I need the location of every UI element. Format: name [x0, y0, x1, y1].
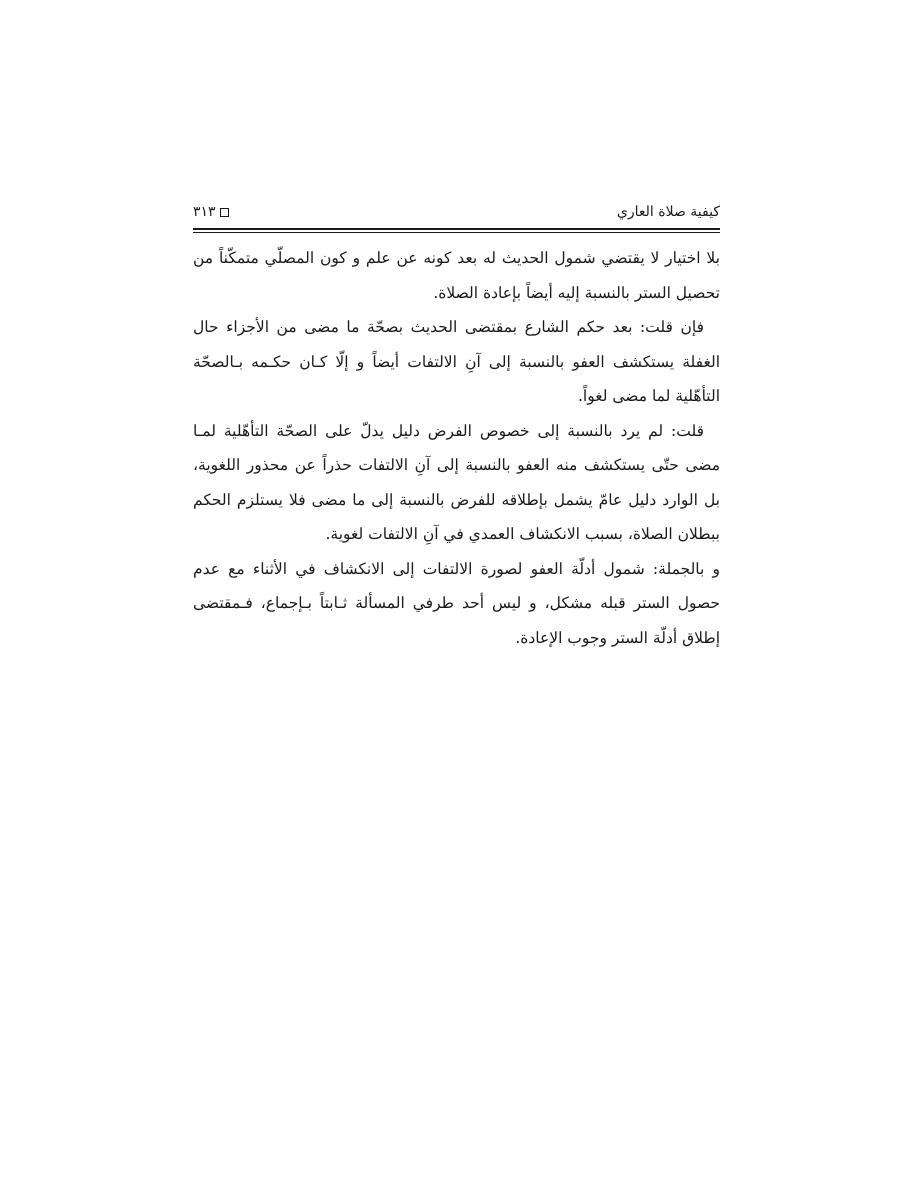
paragraph: قلت: لم يرد بالنسبة إلى خصوص الفرض دليل يدلّ على الصحّة التأهّلية لمـا مضى حتّى يستكشف منه العفو بالنسبة إلى آنِ الالتفات حذراً عن محذور اللغوية، بل الوارد دليل عامّ يشمل بإطلاقه للفرض بالنسبة إلى ما مضى فلا يستلزم الحكم ببطلان الصلاة، بسبب الانكشاف العمدي في آنِ الالتفات لغوية.	[193, 421, 720, 543]
paragraph: و بالجملة: شمول أدلّة العفو لصورة الالتفات إلى الانكشاف في الأثناء مع عدم حصول الستر قبله مشكل، و ليس أحد طرفي المسألة ثـابتاً بـإجماع، فـمقتضى إطلاق أدلّة الستر وجوب الإعادة.	[193, 559, 720, 647]
running-title: كيفية صلاة العاري	[616, 204, 720, 220]
book-page	[193, 196, 720, 655]
header-rule	[193, 228, 720, 233]
paragraph: بلا اختيار لا يقتضي شمول الحديث له بعد كونه عن علم و كون المصلّي متمكّناً من تحصيل الستر بالنسبة إليه أيضاً بإعادة الصلاة.	[193, 249, 720, 302]
paragraph: فإن قلت: بعد حكم الشارع بمقتضى الحديث بصحّة ما مضى من الأجزاء حال الغفلة يستكشف العفو بالنسبة إلى آنِ الالتفات أيضاً و إلّا كـان حكـمه بـالصحّة التأهّلية لما مضى لغواً.	[193, 318, 720, 405]
page-number-group	[193, 196, 229, 228]
square-icon	[220, 208, 229, 217]
page-number: ٣١٣	[193, 204, 216, 220]
body-text	[193, 241, 720, 655]
page-header	[193, 196, 720, 228]
